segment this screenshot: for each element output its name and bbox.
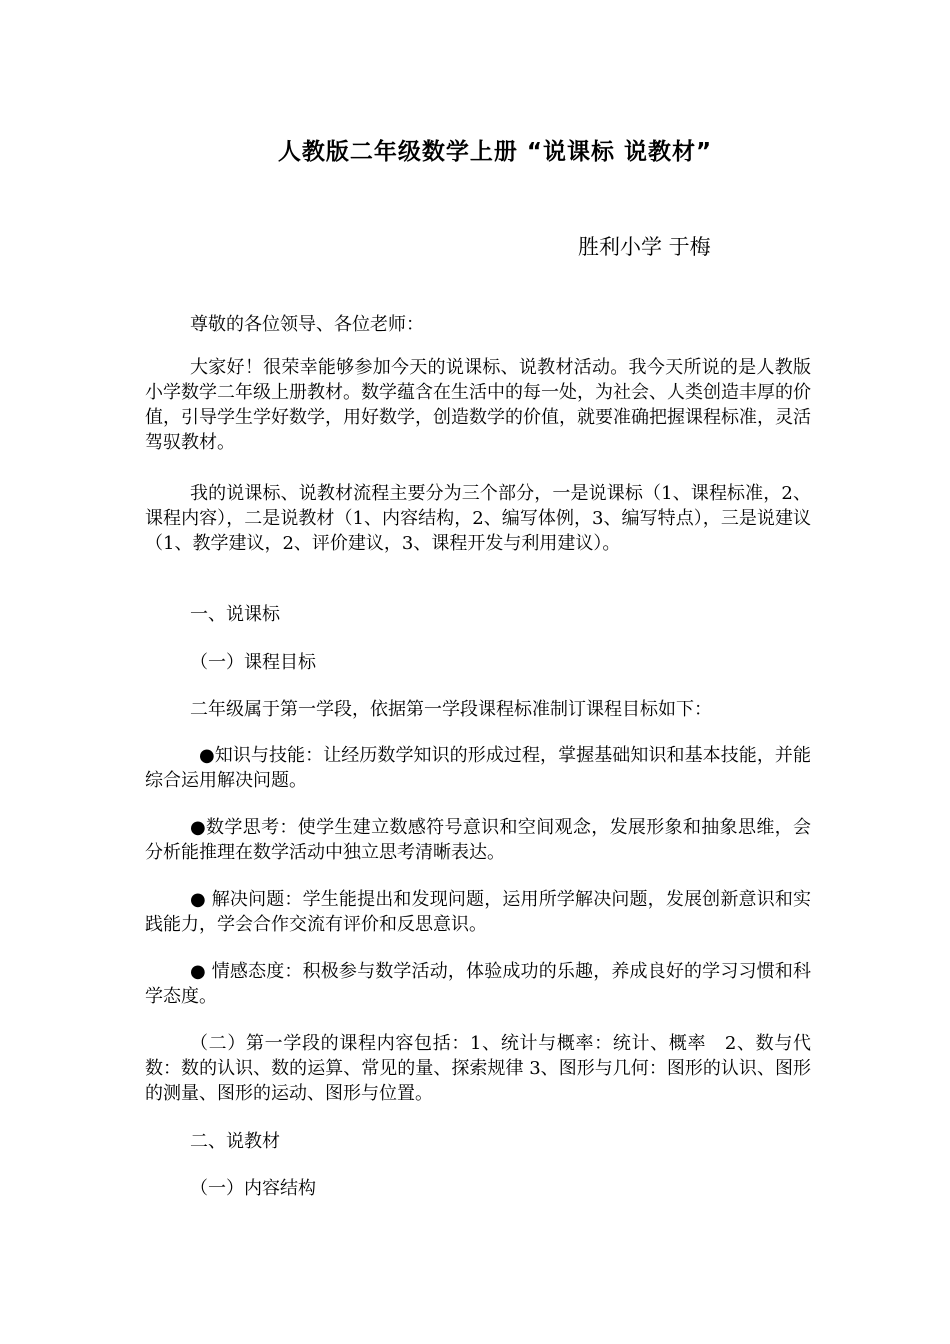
goal-thinking: ●数学思考：使学生建立数感符号意识和空间观念，发展形象和抽象思维，会分析能推理在数学活动中独立思考清晰表达。 [145,817,811,863]
subsection-heading-goals: （一）课程目标 [190,652,316,673]
goal-knowledge: ●知识与技能：让经历数学知识的形成过程，掌握基础知识和基本技能，并能综合运用解决问题。 [145,745,811,791]
greeting: 尊敬的各位领导、各位老师： [190,314,424,335]
document-title: 人教版二年级数学上册 “说课标 说教材” [277,139,713,165]
goal-attitude: ● 情感态度：积极参与数学活动，体验成功的乐趣，养成良好的学习习惯和科学态度。 [145,961,811,1007]
author-line: 胜利小学 于梅 [578,235,711,259]
goal-problem-solving: ● 解决问题：学生能提出和发现问题，运用所学解决问题，发展创新意识和实践能力，学会合作交流有评价和反思意识。 [145,889,811,935]
section-heading-curriculum: 一、说课标 [190,604,280,625]
content-paragraph: （二）第一学段的课程内容包括：1、统计与概率：统计、概率 2、数与代数：数的认识、数的运算、常见的量、探索规律 3、图形与几何：图形的认识、图形的测量、图形的运动、图形与位置。 [145,1033,811,1104]
section-heading-textbook: 二、说教材 [190,1131,280,1152]
goals-intro: 二年级属于第一学段，依据第一学段课程标准制订课程目标如下： [190,699,712,720]
outline-paragraph: 我的说课标、说教材流程主要分为三个部分，一是说课标（1、课程标准，2、课程内容），二是说教材（1、内容结构，2、编写体例，3、编写特点），三是说建议（1、教学建议，2、评价建议，3、课程开发与利用建议）。 [145,483,811,554]
subsection-heading-structure: （一）内容结构 [190,1178,316,1199]
intro-paragraph: 大家好！很荣幸能够参加今天的说课标、说教材活动。我今天所说的是人教版小学数学二年级上册教材。数学蕴含在生活中的每一处，为社会、人类创造丰厚的价值，引导学生学好数学，用好数学，创造数学的价值，就要准确把握课程标准，灵活驾驭教材。 [145,357,811,453]
